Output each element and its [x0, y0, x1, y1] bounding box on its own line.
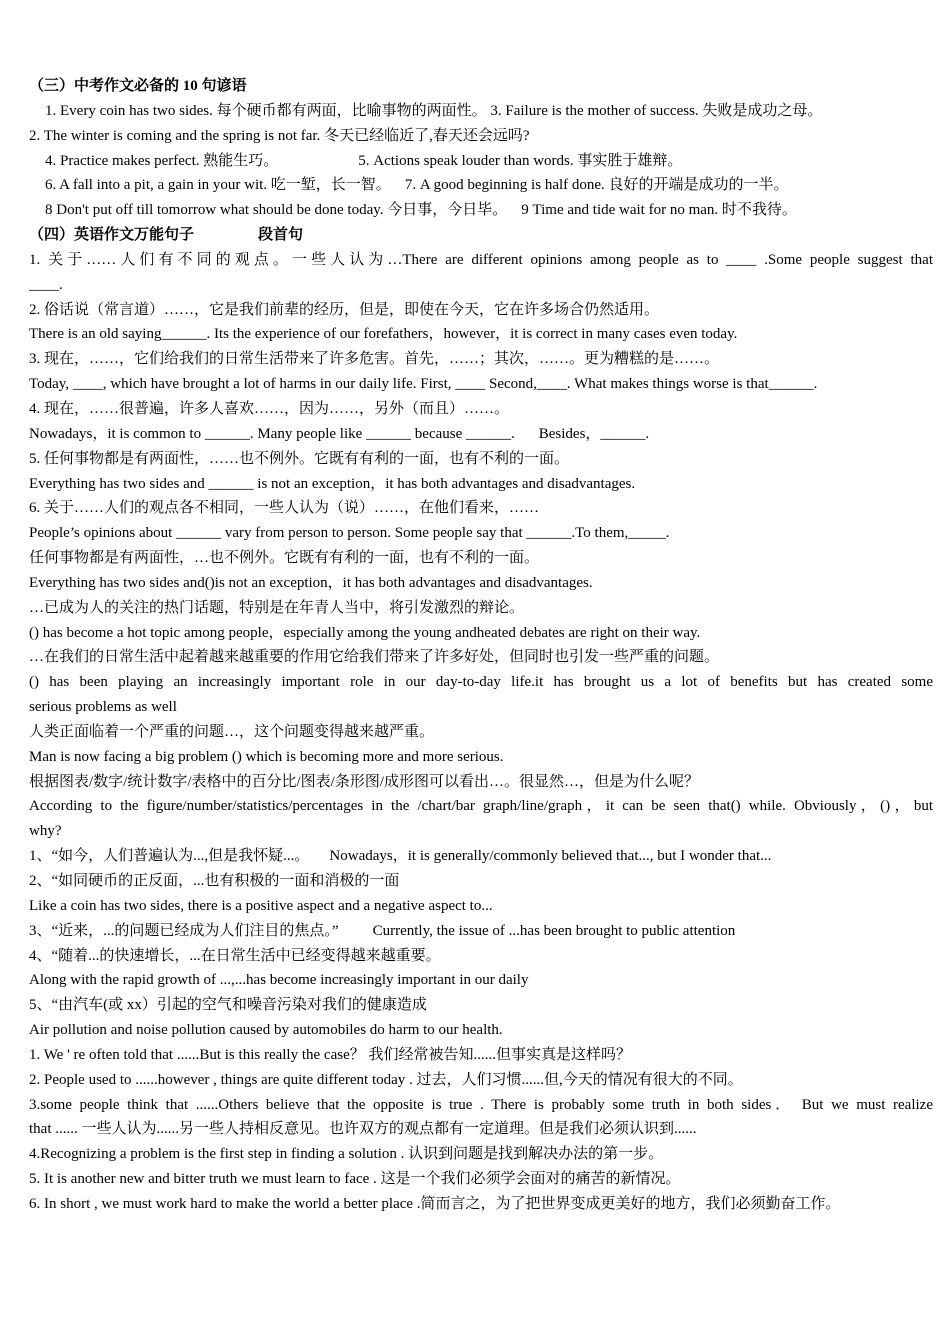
- sentence-line: Air pollution and noise pollution caused by automobiles do harm to our health.: [29, 1022, 503, 1039]
- sentence-line: 4、“随着...的快速增长，...在日常生活中已经变得越来越重要。: [29, 947, 441, 964]
- sentence-line: 6. 关于……人们的观点各不相同，一些人认为（说）……，在他们看来，……: [29, 500, 540, 517]
- sentence-line: 2. People used to ......however , things are quite different today . 过去，人们习惯......但,今天的情况有很大的不同。: [29, 1071, 743, 1088]
- sentence-line: 2. 俗话说（常言道）……，它是我们前辈的经历，但是，即使在今天，它在许多场合仍然适用。: [29, 301, 660, 318]
- sentence-line: According to the figure/number/statistics/percentages in the /chart/bar graph/line/graph，it can be seen that() while. Obviously，()，but: [29, 798, 933, 815]
- sentence-item: Currently, the issue of ...has been brought to public attention: [372, 922, 736, 939]
- sentence-line: People’s opinions about ______ vary from person to person. Some people say that ______.To them,_____.: [29, 525, 670, 542]
- sentence-line: 6. In short , we must work hard to make the world a better place .简而言之，为了把世界变成更美好的地方，我们必须勤奋工作。: [29, 1195, 841, 1212]
- sentence-line: () has become a hot topic among people，especially among the young andheated debates are right on their way.: [29, 624, 701, 641]
- sentence-item: 3、“近来，...的问题已经成为人们注目的焦点。”: [29, 922, 339, 939]
- proverb-item: 5. Actions speak louder than words. 事实胜于雄辩。: [358, 152, 683, 169]
- sentence-line: why?: [29, 823, 62, 840]
- proverb-line-row: [29, 198, 933, 223]
- section4-heading-row: [29, 223, 933, 248]
- sentence-line: 任何事物都是有两面性，…也不例外。它既有有利的一面，也有不利的一面。: [29, 550, 540, 567]
- sentence-line: 5、“由汽车(或 xx）引起的空气和噪音污染对我们的健康造成: [29, 997, 427, 1014]
- sentence-line: 人类正面临着一个严重的问题…，这个问题变得越来越严重。: [29, 723, 435, 740]
- sentence-line: ____.: [29, 276, 63, 293]
- sentence-line: 1. We ' re often told that ......But is this really the case？ 我们经常被告知......但事实真是这样吗？: [29, 1046, 631, 1063]
- proverb-item: 7. A good beginning is half done. 良好的开端是成功的一半。: [404, 177, 789, 194]
- sentence-line: Man is now facing a big problem () which is becoming more and more serious.: [29, 748, 504, 765]
- sentence-line: Along with the rapid growth of ...,...has become increasingly important in our daily: [29, 972, 529, 989]
- sentence-line-row: [29, 422, 933, 447]
- sentence-line: 4.Recognizing a problem is the first step in finding a solution . 认识到问题是找到解决办法的第一步。: [29, 1146, 664, 1163]
- sentence-item: Nowadays，it is generally/commonly believed that..., but I wonder that...: [329, 848, 772, 865]
- sentence-line: 5. It is another new and bitter truth we must learn to face . 这是一个我们必须学会面对的痛苦的新情况。: [29, 1171, 681, 1188]
- sentence-line: () has been playing an increasingly important role in our day-to-day life.it has brought us a lot of benefits but has created some: [29, 674, 933, 691]
- proverb-line-row: [29, 173, 933, 198]
- sentence-line: 3. 现在，……，它们给我们的日常生活带来了许多危害。首先，……；其次，……。更为糟糕的是……。: [29, 351, 720, 368]
- sentence-line: 根据图表/数字/统计数字/表格中的百分比/图表/条形图/成形图可以看出…。很显然…，但是为什么呢？: [29, 773, 700, 790]
- sentence-line: There is an old saying______. Its the experience of our forefathers，however，it is correct in many cases even today.: [29, 326, 738, 343]
- sentence-line: …在我们的日常生活中起着越来越重要的作用它给我们带来了许多好处，但同时也引发一些严重的问题。: [29, 649, 720, 666]
- proverb-line-row: [29, 149, 933, 174]
- sentence-item: Besides，______.: [538, 425, 650, 442]
- sentence-line: that ...... 一些人认为......另一些人持相反意见。也许双方的观点都有一定道理。但是我们必须认识到......: [29, 1121, 697, 1138]
- sentence-line: Everything has two sides and()is not an exception，it has both advantages and disadvantages.: [29, 574, 593, 591]
- proverb-item: 4. Practice makes perfect. 熟能生巧。: [45, 152, 279, 169]
- sentence-line-row: [29, 919, 933, 944]
- section4-subheading: 段首句: [258, 227, 304, 244]
- section3-heading: （三）中考作文必备的 10 句谚语: [29, 78, 247, 94]
- document-page: [29, 74, 933, 1217]
- proverb-line: 1. Every coin has two sides. 每个硬币都有两面，比喻事物的两面性。 3. Failure is the mother of success. 失败是成功之母。: [45, 102, 823, 119]
- sentence-line: 1. 关于……人们有不同的观点。一些人认为…There are different opinions among people as to ____ .Some people suggest that: [29, 251, 933, 268]
- sentence-line: 4. 现在，……很普遍，许多人喜欢……，因为……，另外（而且）……。: [29, 400, 510, 417]
- sentence-line: 2、“如同硬币的正反面，...也有积极的一面和消极的一面: [29, 873, 400, 889]
- proverb-item: 6. A fall into a pit, a gain in your wit. 吃一堑，长一智。: [45, 177, 391, 194]
- proverb-item: 9 Time and tide wait for no man. 时不我待。: [521, 202, 797, 219]
- sentence-line: serious problems as well: [29, 699, 177, 716]
- sentence-line: Like a coin has two sides, there is a positive aspect and a negative aspect to...: [29, 897, 493, 914]
- sentence-line: 3.some people think that ......Others believe that the opposite is true . There is probably some truth in both sides． But we must realize: [29, 1096, 933, 1113]
- sentence-line: Everything has two sides and ______ is not an exception，it has both advantages and disadvantages.: [29, 475, 636, 492]
- proverb-item: 8 Don't put off till tomorrow what should be done today. 今日事，今日毕。: [45, 202, 508, 219]
- sentence-line-row: [29, 844, 933, 869]
- sentence-line: 5. 任何事物都是有两面性，……也不例外。它既有有利的一面，也有不利的一面。: [29, 450, 570, 467]
- sentence-line: …已成为人的关注的热门话题，特别是在年青人当中，将引发激烈的辩论。: [29, 599, 525, 616]
- sentence-item: Nowadays，it is common to ______. Many people like ______ because ______.: [29, 425, 515, 442]
- sentence-line: Today, ____, which have brought a lot of harms in our daily life. First, ____ Second,____. What makes things worse is that______.: [29, 376, 818, 393]
- sentence-item: 1、“如今，人们普遍认为...,但是我怀疑...。: [29, 848, 310, 865]
- section4-heading: （四）英语作文万能句子: [29, 227, 195, 244]
- proverb-line: 2. The winter is coming and the spring is not far. 冬天已经临近了,春天还会远吗?: [29, 127, 530, 144]
